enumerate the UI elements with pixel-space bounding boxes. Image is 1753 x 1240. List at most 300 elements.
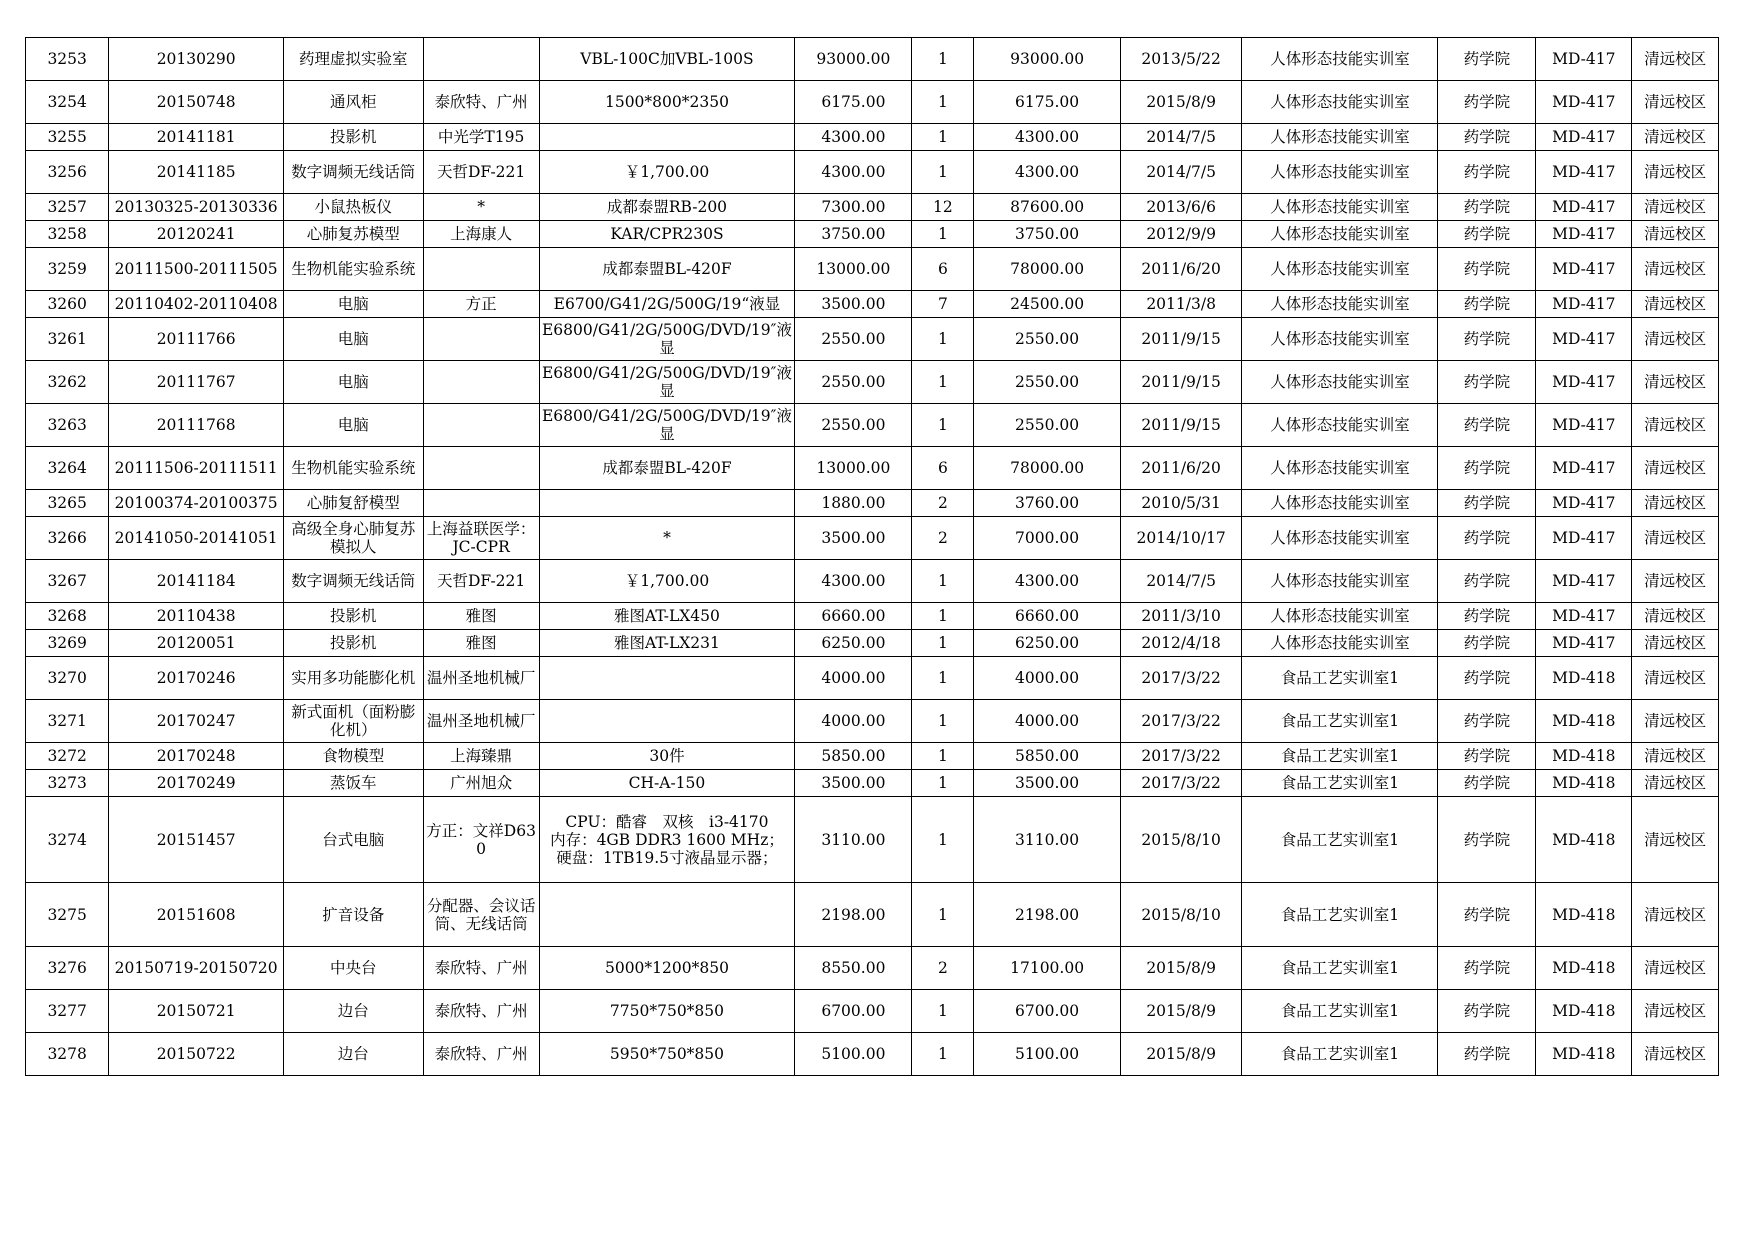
brand-cell: * — [423, 194, 539, 221]
seq-cell: 3255 — [26, 124, 109, 151]
asset-id-cell: 20141185 — [109, 151, 284, 194]
brand-cell: 泰欣特、广州 — [423, 990, 539, 1033]
table-row — [26, 490, 1719, 517]
seq-cell: 3258 — [26, 221, 109, 248]
unit-price-cell: 6660.00 — [795, 603, 912, 630]
department-cell: 药学院 — [1438, 743, 1536, 770]
room-cell: MD-417 — [1536, 630, 1632, 657]
campus-cell: 清远校区 — [1632, 1033, 1719, 1076]
asset-name-cell: 边台 — [283, 1033, 423, 1076]
lab-cell: 人体形态技能实训室 — [1242, 221, 1438, 248]
total-cell: 93000.00 — [974, 38, 1120, 81]
brand-cell: 温州圣地机械厂 — [423, 657, 539, 700]
total-cell: 4000.00 — [974, 700, 1120, 743]
brand-cell: 中光学T195 — [423, 124, 539, 151]
table-row — [26, 990, 1719, 1033]
asset-id-cell: 20111500-20111505 — [109, 248, 284, 291]
brand-cell: 雅图 — [423, 630, 539, 657]
total-cell: 4000.00 — [974, 657, 1120, 700]
table-row — [26, 1033, 1719, 1076]
table-row — [26, 404, 1719, 447]
asset-id-cell: 20120051 — [109, 630, 284, 657]
spec-cell: CPU：酷睿 双核 i3-4170 内存：4GB DDR3 1600 MHz； 硬盘：1TB19.5寸液晶显示器； — [539, 797, 795, 883]
date-cell: 2014/7/5 — [1120, 124, 1242, 151]
campus-cell: 清远校区 — [1632, 361, 1719, 404]
date-cell: 2011/9/15 — [1120, 404, 1242, 447]
brand-cell: 上海臻鼎 — [423, 743, 539, 770]
department-cell: 药学院 — [1438, 990, 1536, 1033]
quantity-cell: 1 — [912, 81, 974, 124]
spec-cell — [539, 490, 795, 517]
total-cell: 3110.00 — [974, 797, 1120, 883]
quantity-cell: 12 — [912, 194, 974, 221]
lab-cell: 食品工艺实训室1 — [1242, 700, 1438, 743]
date-cell: 2011/9/15 — [1120, 361, 1242, 404]
campus-cell: 清远校区 — [1632, 770, 1719, 797]
room-cell: MD-418 — [1536, 770, 1632, 797]
spec-cell: 雅图AT-LX231 — [539, 630, 795, 657]
room-cell: MD-417 — [1536, 124, 1632, 151]
campus-cell: 清远校区 — [1632, 743, 1719, 770]
table-row — [26, 743, 1719, 770]
room-cell: MD-418 — [1536, 657, 1632, 700]
quantity-cell: 1 — [912, 990, 974, 1033]
quantity-cell: 1 — [912, 603, 974, 630]
date-cell: 2015/8/9 — [1120, 81, 1242, 124]
quantity-cell: 1 — [912, 770, 974, 797]
total-cell: 3760.00 — [974, 490, 1120, 517]
date-cell: 2011/3/10 — [1120, 603, 1242, 630]
table-row — [26, 221, 1719, 248]
unit-price-cell: 6175.00 — [795, 81, 912, 124]
room-cell: MD-417 — [1536, 248, 1632, 291]
department-cell: 药学院 — [1438, 630, 1536, 657]
asset-name-cell: 蒸饭车 — [283, 770, 423, 797]
campus-cell: 清远校区 — [1632, 124, 1719, 151]
date-cell: 2017/3/22 — [1120, 657, 1242, 700]
spec-cell: ￥1,700.00 — [539, 560, 795, 603]
asset-name-cell: 食物模型 — [283, 743, 423, 770]
date-cell: 2015/8/9 — [1120, 947, 1242, 990]
room-cell: MD-417 — [1536, 560, 1632, 603]
date-cell: 2017/3/22 — [1120, 743, 1242, 770]
asset-id-cell: 20130325-20130336 — [109, 194, 284, 221]
total-cell: 4300.00 — [974, 151, 1120, 194]
date-cell: 2015/8/10 — [1120, 883, 1242, 947]
room-cell: MD-417 — [1536, 291, 1632, 318]
department-cell: 药学院 — [1438, 700, 1536, 743]
department-cell: 药学院 — [1438, 560, 1536, 603]
room-cell: MD-418 — [1536, 883, 1632, 947]
unit-price-cell: 1880.00 — [795, 490, 912, 517]
table-row — [26, 700, 1719, 743]
asset-name-cell: 生物机能实验系统 — [283, 248, 423, 291]
table-row — [26, 517, 1719, 560]
spec-cell: E6800/G41/2G/500G/DVD/19″液显 — [539, 404, 795, 447]
quantity-cell: 6 — [912, 248, 974, 291]
department-cell: 药学院 — [1438, 248, 1536, 291]
room-cell: MD-417 — [1536, 318, 1632, 361]
asset-name-cell: 台式电脑 — [283, 797, 423, 883]
date-cell: 2012/4/18 — [1120, 630, 1242, 657]
unit-price-cell: 4000.00 — [795, 700, 912, 743]
seq-cell: 3260 — [26, 291, 109, 318]
spec-cell: E6800/G41/2G/500G/DVD/19″液显 — [539, 361, 795, 404]
room-cell: MD-417 — [1536, 447, 1632, 490]
seq-cell: 3276 — [26, 947, 109, 990]
room-cell: MD-418 — [1536, 797, 1632, 883]
department-cell: 药学院 — [1438, 517, 1536, 560]
asset-name-cell: 电脑 — [283, 291, 423, 318]
campus-cell: 清远校区 — [1632, 194, 1719, 221]
asset-name-cell: 新式面机（面粉膨化机） — [283, 700, 423, 743]
campus-cell: 清远校区 — [1632, 947, 1719, 990]
table-row — [26, 797, 1719, 883]
quantity-cell: 1 — [912, 318, 974, 361]
date-cell: 2013/6/6 — [1120, 194, 1242, 221]
total-cell: 7000.00 — [974, 517, 1120, 560]
lab-cell: 人体形态技能实训室 — [1242, 38, 1438, 81]
campus-cell: 清远校区 — [1632, 797, 1719, 883]
table-row — [26, 318, 1719, 361]
quantity-cell: 1 — [912, 560, 974, 603]
unit-price-cell: 93000.00 — [795, 38, 912, 81]
quantity-cell: 1 — [912, 361, 974, 404]
asset-name-cell: 边台 — [283, 990, 423, 1033]
spec-cell — [539, 657, 795, 700]
spec-cell: 成都泰盟RB-200 — [539, 194, 795, 221]
date-cell: 2014/7/5 — [1120, 151, 1242, 194]
asset-name-cell: 电脑 — [283, 404, 423, 447]
seq-cell: 3274 — [26, 797, 109, 883]
department-cell: 药学院 — [1438, 361, 1536, 404]
room-cell: MD-417 — [1536, 38, 1632, 81]
asset-id-cell: 20150748 — [109, 81, 284, 124]
department-cell: 药学院 — [1438, 404, 1536, 447]
brand-cell: 方正：文祥D630 — [423, 797, 539, 883]
date-cell: 2017/3/22 — [1120, 770, 1242, 797]
quantity-cell: 1 — [912, 404, 974, 447]
asset-id-cell: 20111767 — [109, 361, 284, 404]
seq-cell: 3257 — [26, 194, 109, 221]
total-cell: 3500.00 — [974, 770, 1120, 797]
seq-cell: 3259 — [26, 248, 109, 291]
spec-cell: VBL-100C加VBL-100S — [539, 38, 795, 81]
asset-id-cell: 20151608 — [109, 883, 284, 947]
seq-cell: 3272 — [26, 743, 109, 770]
quantity-cell: 2 — [912, 517, 974, 560]
total-cell: 78000.00 — [974, 447, 1120, 490]
asset-name-cell: 中央台 — [283, 947, 423, 990]
asset-id-cell: 20170246 — [109, 657, 284, 700]
seq-cell: 3271 — [26, 700, 109, 743]
unit-price-cell: 4300.00 — [795, 560, 912, 603]
lab-cell: 人体形态技能实训室 — [1242, 560, 1438, 603]
lab-cell: 人体形态技能实训室 — [1242, 361, 1438, 404]
asset-id-cell: 20111768 — [109, 404, 284, 447]
lab-cell: 食品工艺实训室1 — [1242, 883, 1438, 947]
department-cell: 药学院 — [1438, 770, 1536, 797]
seq-cell: 3264 — [26, 447, 109, 490]
date-cell: 2015/8/10 — [1120, 797, 1242, 883]
quantity-cell: 1 — [912, 221, 974, 248]
quantity-cell: 1 — [912, 743, 974, 770]
department-cell: 药学院 — [1438, 1033, 1536, 1076]
lab-cell: 食品工艺实训室1 — [1242, 743, 1438, 770]
spec-cell — [539, 124, 795, 151]
asset-id-cell: 20150722 — [109, 1033, 284, 1076]
campus-cell: 清远校区 — [1632, 404, 1719, 447]
department-cell: 药学院 — [1438, 124, 1536, 151]
date-cell: 2015/8/9 — [1120, 990, 1242, 1033]
total-cell: 5850.00 — [974, 743, 1120, 770]
total-cell: 6250.00 — [974, 630, 1120, 657]
quantity-cell: 1 — [912, 630, 974, 657]
spec-cell: 成都泰盟BL-420F — [539, 248, 795, 291]
campus-cell: 清远校区 — [1632, 560, 1719, 603]
seq-cell: 3277 — [26, 990, 109, 1033]
seq-cell: 3268 — [26, 603, 109, 630]
unit-price-cell: 13000.00 — [795, 248, 912, 291]
asset-id-cell: 20120241 — [109, 221, 284, 248]
seq-cell: 3275 — [26, 883, 109, 947]
asset-id-cell: 20110438 — [109, 603, 284, 630]
spec-cell: ￥1,700.00 — [539, 151, 795, 194]
campus-cell: 清远校区 — [1632, 883, 1719, 947]
department-cell: 药学院 — [1438, 81, 1536, 124]
date-cell: 2014/10/17 — [1120, 517, 1242, 560]
lab-cell: 食品工艺实训室1 — [1242, 990, 1438, 1033]
quantity-cell: 1 — [912, 38, 974, 81]
unit-price-cell: 8550.00 — [795, 947, 912, 990]
unit-price-cell: 6700.00 — [795, 990, 912, 1033]
table-row — [26, 291, 1719, 318]
room-cell: MD-417 — [1536, 151, 1632, 194]
date-cell: 2012/9/9 — [1120, 221, 1242, 248]
brand-cell — [423, 248, 539, 291]
lab-cell: 人体形态技能实训室 — [1242, 404, 1438, 447]
seq-cell: 3262 — [26, 361, 109, 404]
total-cell: 2550.00 — [974, 404, 1120, 447]
quantity-cell: 1 — [912, 657, 974, 700]
asset-id-cell: 20150721 — [109, 990, 284, 1033]
asset-id-cell: 20130290 — [109, 38, 284, 81]
lab-cell: 人体形态技能实训室 — [1242, 194, 1438, 221]
department-cell: 药学院 — [1438, 194, 1536, 221]
campus-cell: 清远校区 — [1632, 318, 1719, 361]
asset-name-cell: 高级全身心肺复苏模拟人 — [283, 517, 423, 560]
quantity-cell: 6 — [912, 447, 974, 490]
asset-name-cell: 投影机 — [283, 603, 423, 630]
unit-price-cell: 5850.00 — [795, 743, 912, 770]
quantity-cell: 1 — [912, 124, 974, 151]
room-cell: MD-418 — [1536, 947, 1632, 990]
total-cell: 78000.00 — [974, 248, 1120, 291]
total-cell: 6700.00 — [974, 990, 1120, 1033]
date-cell: 2010/5/31 — [1120, 490, 1242, 517]
seq-cell: 3267 — [26, 560, 109, 603]
asset-table — [25, 37, 1719, 1076]
spec-cell: CH-A-150 — [539, 770, 795, 797]
table-row — [26, 883, 1719, 947]
brand-cell — [423, 361, 539, 404]
asset-id-cell: 20151457 — [109, 797, 284, 883]
lab-cell: 人体形态技能实训室 — [1242, 248, 1438, 291]
brand-cell: 分配器、会议话筒、无线话筒 — [423, 883, 539, 947]
lab-cell: 人体形态技能实训室 — [1242, 291, 1438, 318]
spec-cell: 1500*800*2350 — [539, 81, 795, 124]
quantity-cell: 1 — [912, 151, 974, 194]
asset-name-cell: 投影机 — [283, 124, 423, 151]
unit-price-cell: 4300.00 — [795, 151, 912, 194]
spec-cell: 5000*1200*850 — [539, 947, 795, 990]
lab-cell: 人体形态技能实训室 — [1242, 318, 1438, 361]
department-cell: 药学院 — [1438, 151, 1536, 194]
date-cell: 2011/6/20 — [1120, 447, 1242, 490]
date-cell: 2013/5/22 — [1120, 38, 1242, 81]
asset-name-cell: 数字调频无线话筒 — [283, 151, 423, 194]
brand-cell: 雅图 — [423, 603, 539, 630]
department-cell: 药学院 — [1438, 657, 1536, 700]
unit-price-cell: 6250.00 — [795, 630, 912, 657]
seq-cell: 3261 — [26, 318, 109, 361]
total-cell: 2198.00 — [974, 883, 1120, 947]
unit-price-cell: 2550.00 — [795, 404, 912, 447]
asset-name-cell: 实用多功能膨化机 — [283, 657, 423, 700]
brand-cell — [423, 490, 539, 517]
room-cell: MD-417 — [1536, 361, 1632, 404]
brand-cell: 天哲DF-221 — [423, 560, 539, 603]
campus-cell: 清远校区 — [1632, 38, 1719, 81]
asset-id-cell: 20100374-20100375 — [109, 490, 284, 517]
brand-cell — [423, 404, 539, 447]
date-cell: 2011/9/15 — [1120, 318, 1242, 361]
unit-price-cell: 3750.00 — [795, 221, 912, 248]
brand-cell: 天哲DF-221 — [423, 151, 539, 194]
asset-name-cell: 心肺复苏模型 — [283, 221, 423, 248]
quantity-cell: 7 — [912, 291, 974, 318]
campus-cell: 清远校区 — [1632, 990, 1719, 1033]
lab-cell: 人体形态技能实训室 — [1242, 151, 1438, 194]
room-cell: MD-417 — [1536, 490, 1632, 517]
table-row — [26, 38, 1719, 81]
total-cell: 17100.00 — [974, 947, 1120, 990]
lab-cell: 食品工艺实训室1 — [1242, 657, 1438, 700]
asset-name-cell: 生物机能实验系统 — [283, 447, 423, 490]
lab-cell: 食品工艺实训室1 — [1242, 770, 1438, 797]
asset-id-cell: 20170248 — [109, 743, 284, 770]
brand-cell: 方正 — [423, 291, 539, 318]
spec-cell: 7750*750*850 — [539, 990, 795, 1033]
quantity-cell: 1 — [912, 797, 974, 883]
table-row — [26, 770, 1719, 797]
date-cell: 2014/7/5 — [1120, 560, 1242, 603]
total-cell: 2550.00 — [974, 361, 1120, 404]
seq-cell: 3266 — [26, 517, 109, 560]
department-cell: 药学院 — [1438, 318, 1536, 361]
seq-cell: 3265 — [26, 490, 109, 517]
total-cell: 4300.00 — [974, 124, 1120, 151]
spec-cell: 成都泰盟BL-420F — [539, 447, 795, 490]
campus-cell: 清远校区 — [1632, 221, 1719, 248]
asset-name-cell: 通风柜 — [283, 81, 423, 124]
spec-cell — [539, 883, 795, 947]
unit-price-cell: 3500.00 — [795, 291, 912, 318]
lab-cell: 人体形态技能实训室 — [1242, 81, 1438, 124]
brand-cell: 上海康人 — [423, 221, 539, 248]
date-cell: 2011/3/8 — [1120, 291, 1242, 318]
spec-cell: KAR/CPR230S — [539, 221, 795, 248]
seq-cell: 3270 — [26, 657, 109, 700]
spec-cell: 30件 — [539, 743, 795, 770]
lab-cell: 人体形态技能实训室 — [1242, 630, 1438, 657]
brand-cell: 上海益联医学：JC-CPR — [423, 517, 539, 560]
seq-cell: 3256 — [26, 151, 109, 194]
unit-price-cell: 3110.00 — [795, 797, 912, 883]
spec-cell: 5950*750*850 — [539, 1033, 795, 1076]
campus-cell: 清远校区 — [1632, 151, 1719, 194]
brand-cell: 泰欣特、广州 — [423, 947, 539, 990]
total-cell: 24500.00 — [974, 291, 1120, 318]
asset-name-cell: 药理虚拟实验室 — [283, 38, 423, 81]
unit-price-cell: 2550.00 — [795, 361, 912, 404]
brand-cell: 温州圣地机械厂 — [423, 700, 539, 743]
department-cell: 药学院 — [1438, 947, 1536, 990]
quantity-cell: 1 — [912, 883, 974, 947]
spec-cell: E6700/G41/2G/500G/19“液显 — [539, 291, 795, 318]
date-cell: 2015/8/9 — [1120, 1033, 1242, 1076]
room-cell: MD-417 — [1536, 517, 1632, 560]
total-cell: 6175.00 — [974, 81, 1120, 124]
department-cell: 药学院 — [1438, 447, 1536, 490]
brand-cell: 泰欣特、广州 — [423, 81, 539, 124]
quantity-cell: 1 — [912, 700, 974, 743]
spec-cell — [539, 700, 795, 743]
total-cell: 5100.00 — [974, 1033, 1120, 1076]
unit-price-cell: 5100.00 — [795, 1033, 912, 1076]
campus-cell: 清远校区 — [1632, 700, 1719, 743]
total-cell: 4300.00 — [974, 560, 1120, 603]
asset-id-cell: 20170247 — [109, 700, 284, 743]
unit-price-cell: 7300.00 — [795, 194, 912, 221]
table-row — [26, 124, 1719, 151]
quantity-cell: 2 — [912, 490, 974, 517]
seq-cell: 3269 — [26, 630, 109, 657]
room-cell: MD-417 — [1536, 221, 1632, 248]
unit-price-cell: 2550.00 — [795, 318, 912, 361]
room-cell: MD-417 — [1536, 603, 1632, 630]
room-cell: MD-418 — [1536, 1033, 1632, 1076]
total-cell: 87600.00 — [974, 194, 1120, 221]
lab-cell: 食品工艺实训室1 — [1242, 797, 1438, 883]
unit-price-cell: 4000.00 — [795, 657, 912, 700]
campus-cell: 清远校区 — [1632, 517, 1719, 560]
unit-price-cell: 3500.00 — [795, 770, 912, 797]
table-row — [26, 630, 1719, 657]
unit-price-cell: 4300.00 — [795, 124, 912, 151]
campus-cell: 清远校区 — [1632, 248, 1719, 291]
unit-price-cell: 3500.00 — [795, 517, 912, 560]
table-row — [26, 560, 1719, 603]
room-cell: MD-418 — [1536, 743, 1632, 770]
spec-cell: * — [539, 517, 795, 560]
asset-id-cell: 20110402-20110408 — [109, 291, 284, 318]
campus-cell: 清远校区 — [1632, 630, 1719, 657]
department-cell: 药学院 — [1438, 490, 1536, 517]
asset-id-cell: 20141050-20141051 — [109, 517, 284, 560]
asset-name-cell: 投影机 — [283, 630, 423, 657]
asset-name-cell: 电脑 — [283, 361, 423, 404]
